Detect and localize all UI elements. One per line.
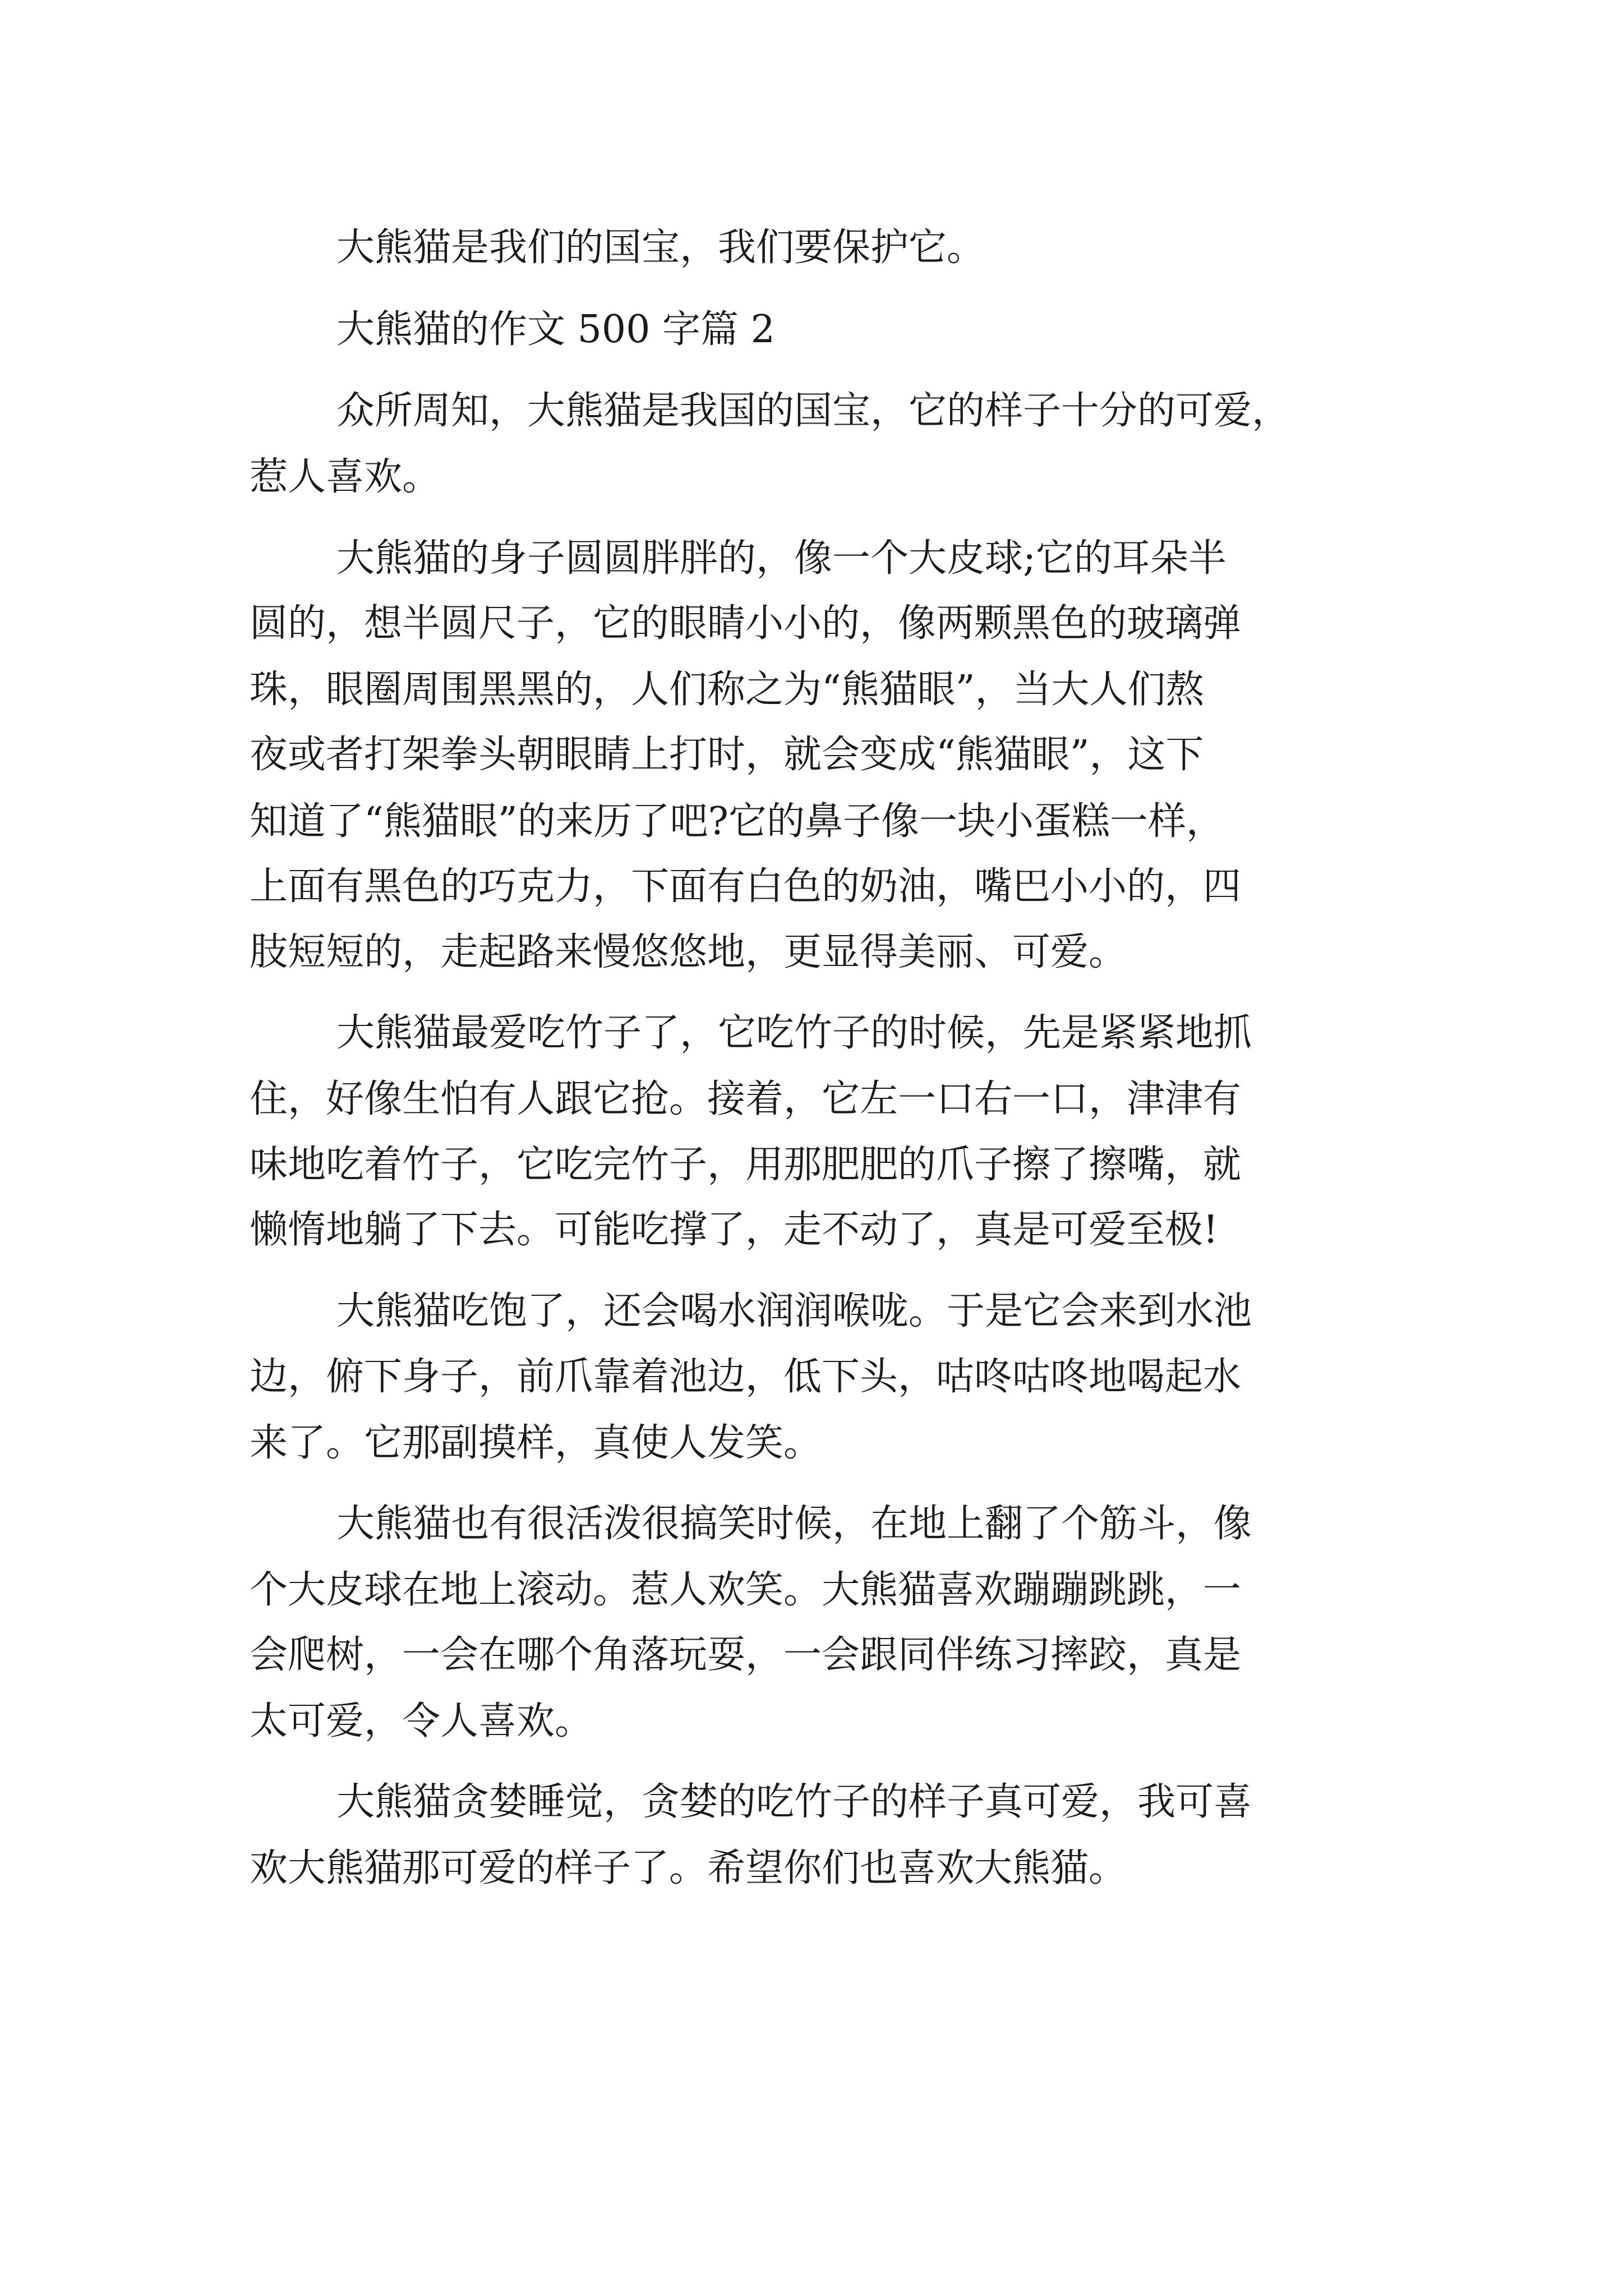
paragraph-line: 众所周知，大熊猫是我国的国宝，它的样子十分的可爱，	[336, 389, 1290, 433]
paragraph-line: 珠，眼圈周围黑黑的，人们称之为“熊猫眼”，当大人们熬	[250, 668, 1204, 712]
paragraph-line: 边，俯下身子，前爪靠着池边，低下头，咕咚咕咚地喝起水	[250, 1355, 1242, 1399]
paragraph-line: 欢大熊猫那可爱的样子了。希望你们也喜欢大熊猫。	[250, 1846, 1127, 1890]
paragraph-line: 味地吃着竹子，它吃完竹子，用那肥肥的爪子擦了擦嘴，就	[250, 1143, 1242, 1187]
paragraph-line: 肢短短的，走起路来慢悠悠地，更显得美丽、可爱。	[250, 930, 1127, 974]
paragraph-line: 个大皮球在地上滚动。惹人欢笑。大熊猫喜欢蹦蹦跳跳，一	[250, 1568, 1242, 1612]
paragraph-line: 懒惰地躺了下去。可能吃撑了，走不动了，真是可爱至极!	[250, 1208, 1219, 1252]
paragraph-line: 大熊猫吃饱了，还会喝水润润喉咙。于是它会来到水池	[336, 1289, 1252, 1333]
paragraph-line: 大熊猫是我们的国宝，我们要保护它。	[336, 226, 985, 270]
paragraph-line: 大熊猫最爱吃竹子了，它吃竹子的时候，先是紧紧地抓	[336, 1011, 1252, 1055]
paragraph-line: 来了。它那副摸样，真使人发笑。	[250, 1421, 822, 1465]
paragraph-line: 太可爱，令人喜欢。	[250, 1699, 593, 1743]
paragraph-line: 知道了“熊猫眼”的来历了吧?它的鼻子像一块小蛋糕一样，	[250, 799, 1224, 844]
section-heading: 大熊猫的作文 500 字篇 2	[336, 307, 775, 352]
paragraph-line: 圆的，想半圆尺子，它的眼睛小小的，像两颗黑色的玻璃弹	[250, 601, 1242, 646]
paragraph-line: 夜或者打架拳头朝眼睛上打时，就会变成“熊猫眼”，这下	[250, 733, 1204, 777]
paragraph-line: 会爬树，一会在哪个角落玩耍，一会跟同伴练习摔跤，真是	[250, 1633, 1242, 1677]
paragraph-line: 大熊猫的身子圆圆胖胖的，像一个大皮球;它的耳朵半	[336, 536, 1227, 581]
paragraph-line: 上面有黑色的巧克力，下面有白色的奶油，嘴巴小小的，四	[250, 864, 1242, 909]
paragraph-line: 住，好像生怕有人跟它抢。接着，它左一口右一口，津津有	[250, 1077, 1242, 1121]
paragraph-line: 大熊猫也有很活泼很搞笑时候，在地上翻了个筋斗，像	[336, 1502, 1252, 1546]
paragraph-line: 大熊猫贪婪睡觉，贪婪的吃竹子的样子真可爱，我可喜	[336, 1780, 1252, 1824]
paragraph-line: 惹人喜欢。	[250, 455, 441, 499]
